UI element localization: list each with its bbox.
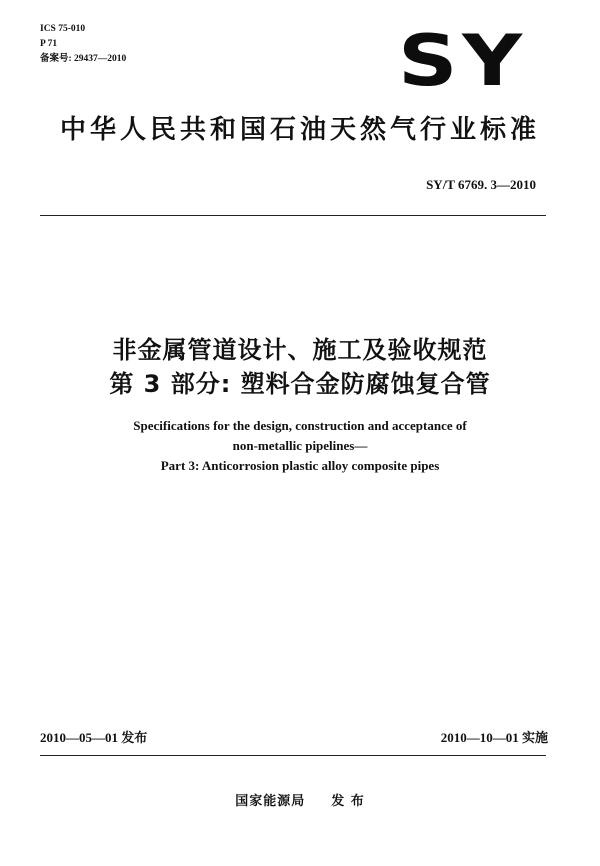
publisher-line <box>0 790 600 809</box>
bottom-divider <box>40 755 546 756</box>
effective-date: 2010—10—01 实施 <box>440 730 548 745</box>
top-divider <box>40 215 546 216</box>
english-title-line-1: Specifications for the design, construction and acceptance of <box>133 418 467 433</box>
ics-code: ICS 75-010 <box>40 24 86 34</box>
chinese-title <box>0 333 600 401</box>
sy-logo: SY <box>398 20 527 102</box>
ccs-code: P 71 <box>40 39 58 49</box>
chinese-title-line-1: 非金属管道设计、施工及验收规范 <box>112 336 488 364</box>
standard-category-title: 中华人民共和国石油天然气行业标准 <box>59 115 540 145</box>
english-title-line-3: Part 3: Anticorrosion plastic alloy composite pipes <box>160 458 440 473</box>
publisher-action: 发 布 <box>331 794 365 809</box>
classification-codes <box>40 22 126 67</box>
chinese-title-line-2: 第 3 部分: 塑料合金防腐蚀复合管 <box>109 370 491 398</box>
publisher-name: 国家能源局 <box>235 794 306 809</box>
standard-number: SY/T 6769. 3—2010 <box>426 177 536 192</box>
issue-date: 2010—05—01 发布 <box>40 730 148 745</box>
filing-number: 备案号: 29437—2010 <box>40 54 127 64</box>
english-title-line-2: non-metallic pipelines— <box>232 438 368 453</box>
english-title <box>0 416 600 476</box>
